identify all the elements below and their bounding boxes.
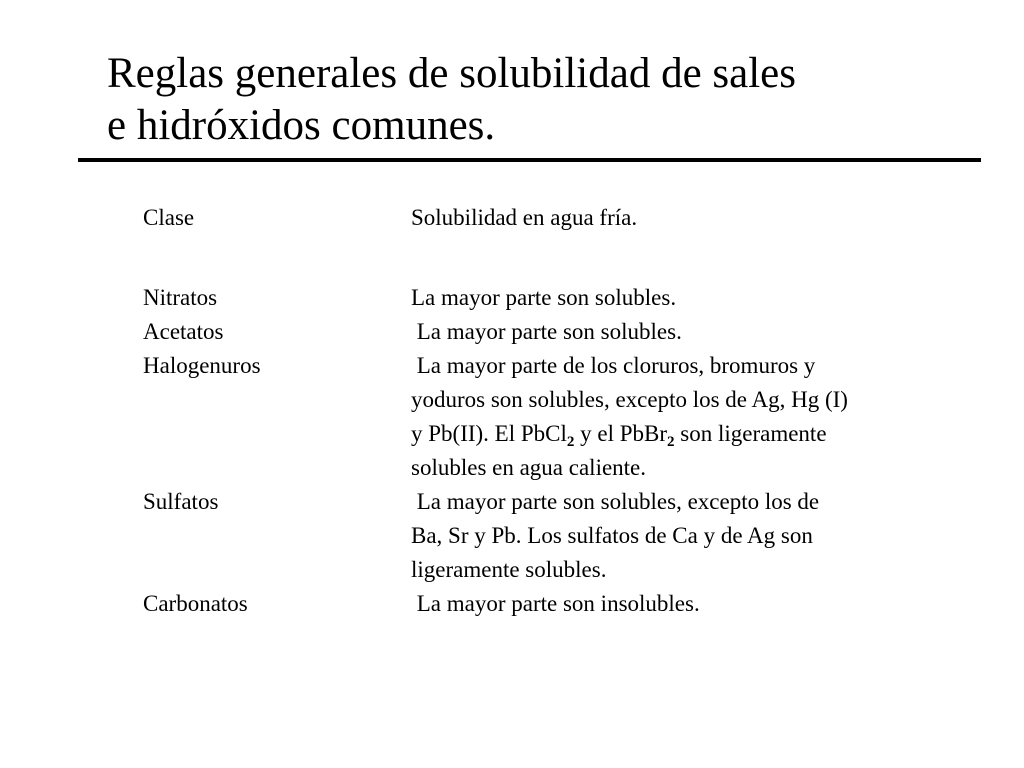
title-underline	[78, 158, 981, 162]
table-row-acetatos	[143, 315, 973, 349]
table-row-sulfatos	[143, 485, 973, 587]
row-description	[411, 349, 973, 485]
row-class-name: Halogenuros	[143, 353, 261, 378]
row-description	[411, 315, 973, 349]
column-header-solubilidad: Solubilidad en agua fría.	[411, 205, 638, 230]
description-line: solubles en agua caliente.	[411, 455, 647, 480]
description-line: La mayor parte son insolubles.	[411, 591, 700, 616]
table-row-nitratos	[143, 281, 973, 315]
formula-text: y Pb(II). El PbCl	[411, 421, 567, 446]
row-class-name: Carbonatos	[143, 591, 248, 616]
description-line: ligeramente solubles.	[411, 557, 607, 582]
formula-text: son ligeramente	[674, 421, 827, 446]
row-description	[411, 281, 973, 315]
title-line-1: Reglas generales de solubilidad de sales	[107, 50, 796, 97]
row-description	[411, 587, 973, 621]
row-class-name: Acetatos	[143, 319, 224, 344]
column-header-clase: Clase	[143, 205, 195, 230]
solubility-table	[143, 201, 973, 621]
description-line: La mayor parte son solubles.	[411, 319, 682, 344]
table-row-halogenuros	[143, 349, 973, 485]
slide-title	[107, 48, 987, 152]
description-line: La mayor parte son solubles, excepto los de	[411, 489, 820, 514]
table-header-row	[143, 201, 973, 235]
subscript: 2	[667, 434, 675, 450]
row-class-name: Sulfatos	[143, 489, 219, 514]
formula-text: y el PbBr	[574, 421, 668, 446]
description-line: Ba, Sr y Pb. Los sulfatos de Ca y de Ag son	[411, 523, 813, 548]
table-row-carbonatos	[143, 587, 973, 621]
description-line: La mayor parte son solubles.	[411, 285, 677, 310]
description-line: yoduros son solubles, excepto los de Ag, Hg (I)	[411, 387, 848, 412]
description-line-formula	[411, 417, 973, 451]
row-class-name: Nitratos	[143, 285, 218, 310]
row-description	[411, 485, 973, 587]
title-line-2: e hidróxidos comunes.	[107, 102, 496, 149]
subscript: 2	[566, 434, 575, 450]
description-line: La mayor parte de los cloruros, bromuros y	[411, 353, 816, 378]
